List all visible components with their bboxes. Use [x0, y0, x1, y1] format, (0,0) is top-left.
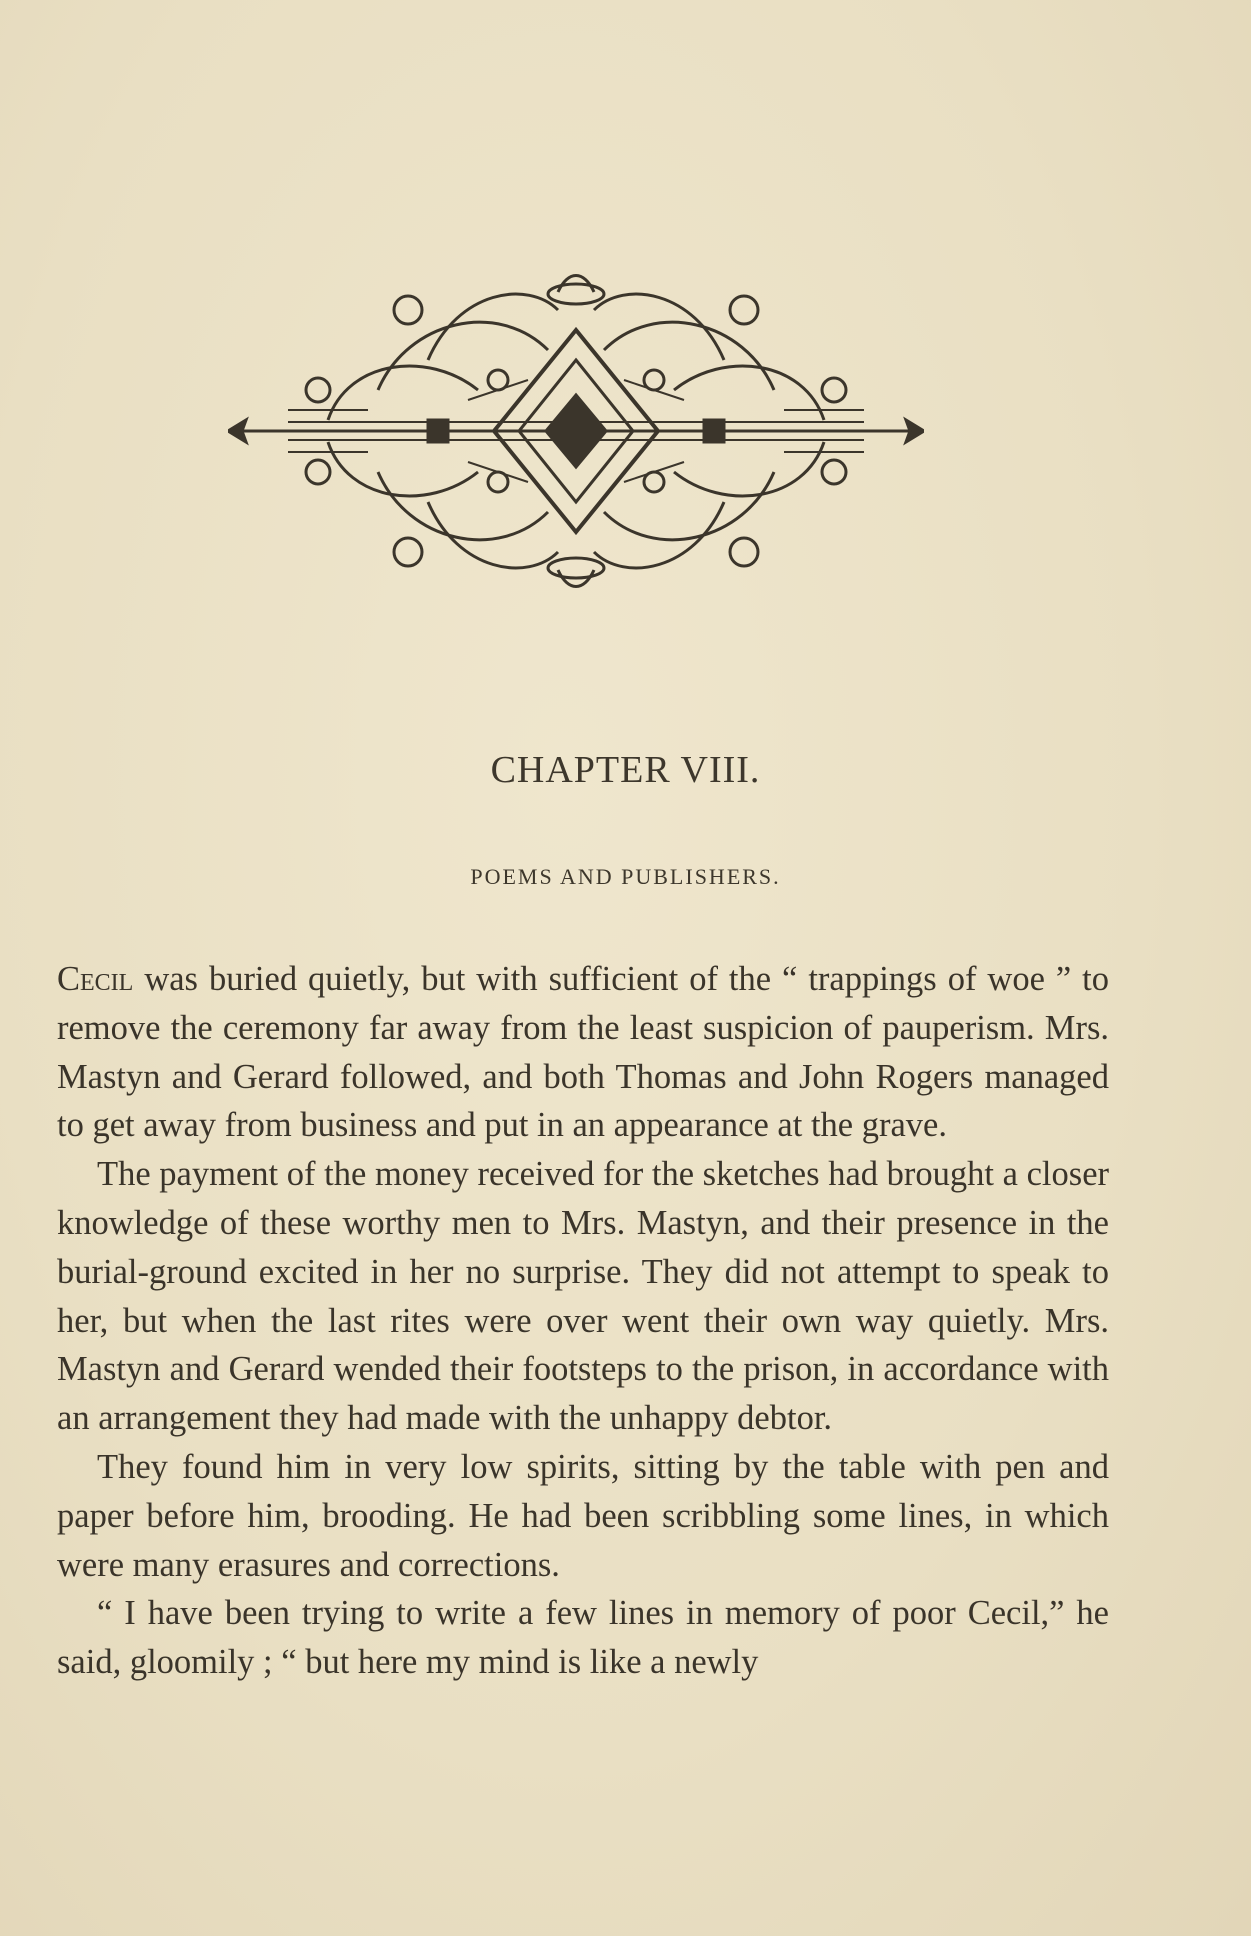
lead-word: Cecil — [57, 960, 134, 998]
paragraph — [57, 955, 1109, 1150]
chapter-subtitle: POEMS AND PUBLISHERS. — [470, 864, 781, 889]
paragraph: “ I have been trying to write a few lines in memory of poor Cecil,” he said, gloomily ; “ but here my mind is like a newly — [57, 1594, 1109, 1682]
scroll-ornament-icon — [228, 270, 924, 592]
chapter-title: CHAPTER VIII. — [490, 749, 761, 791]
paragraph: They found him in very low spirits, sitting by the table with pen and paper before him, brooding. He had been scribbling some lines, in which were many erasures and corrections. — [57, 1447, 1109, 1584]
paragraph: The payment of the money received for the sketches had brought a closer knowledge of these worthy men to Mrs. Mastyn, and their presence in the burial-ground excited in her no surprise. They did not attempt to speak to her, but when the last rites were over went their own way quietly. Mrs. Mastyn and Gerard wended their footsteps to the prison, in accordance with an arrangement they had made with the unhappy debtor. — [57, 1155, 1109, 1438]
body-text — [57, 955, 1109, 1687]
paragraph-text: was buried quietly, but with sufficient of the “ trappings of woe ” to remove the ceremony far away from the least suspicion of pauperism. Mrs. Mastyn and Gerard followed, and both Thomas and John Rogers managed to get away from business and put in an appearance at the grave. — [57, 960, 1109, 1145]
